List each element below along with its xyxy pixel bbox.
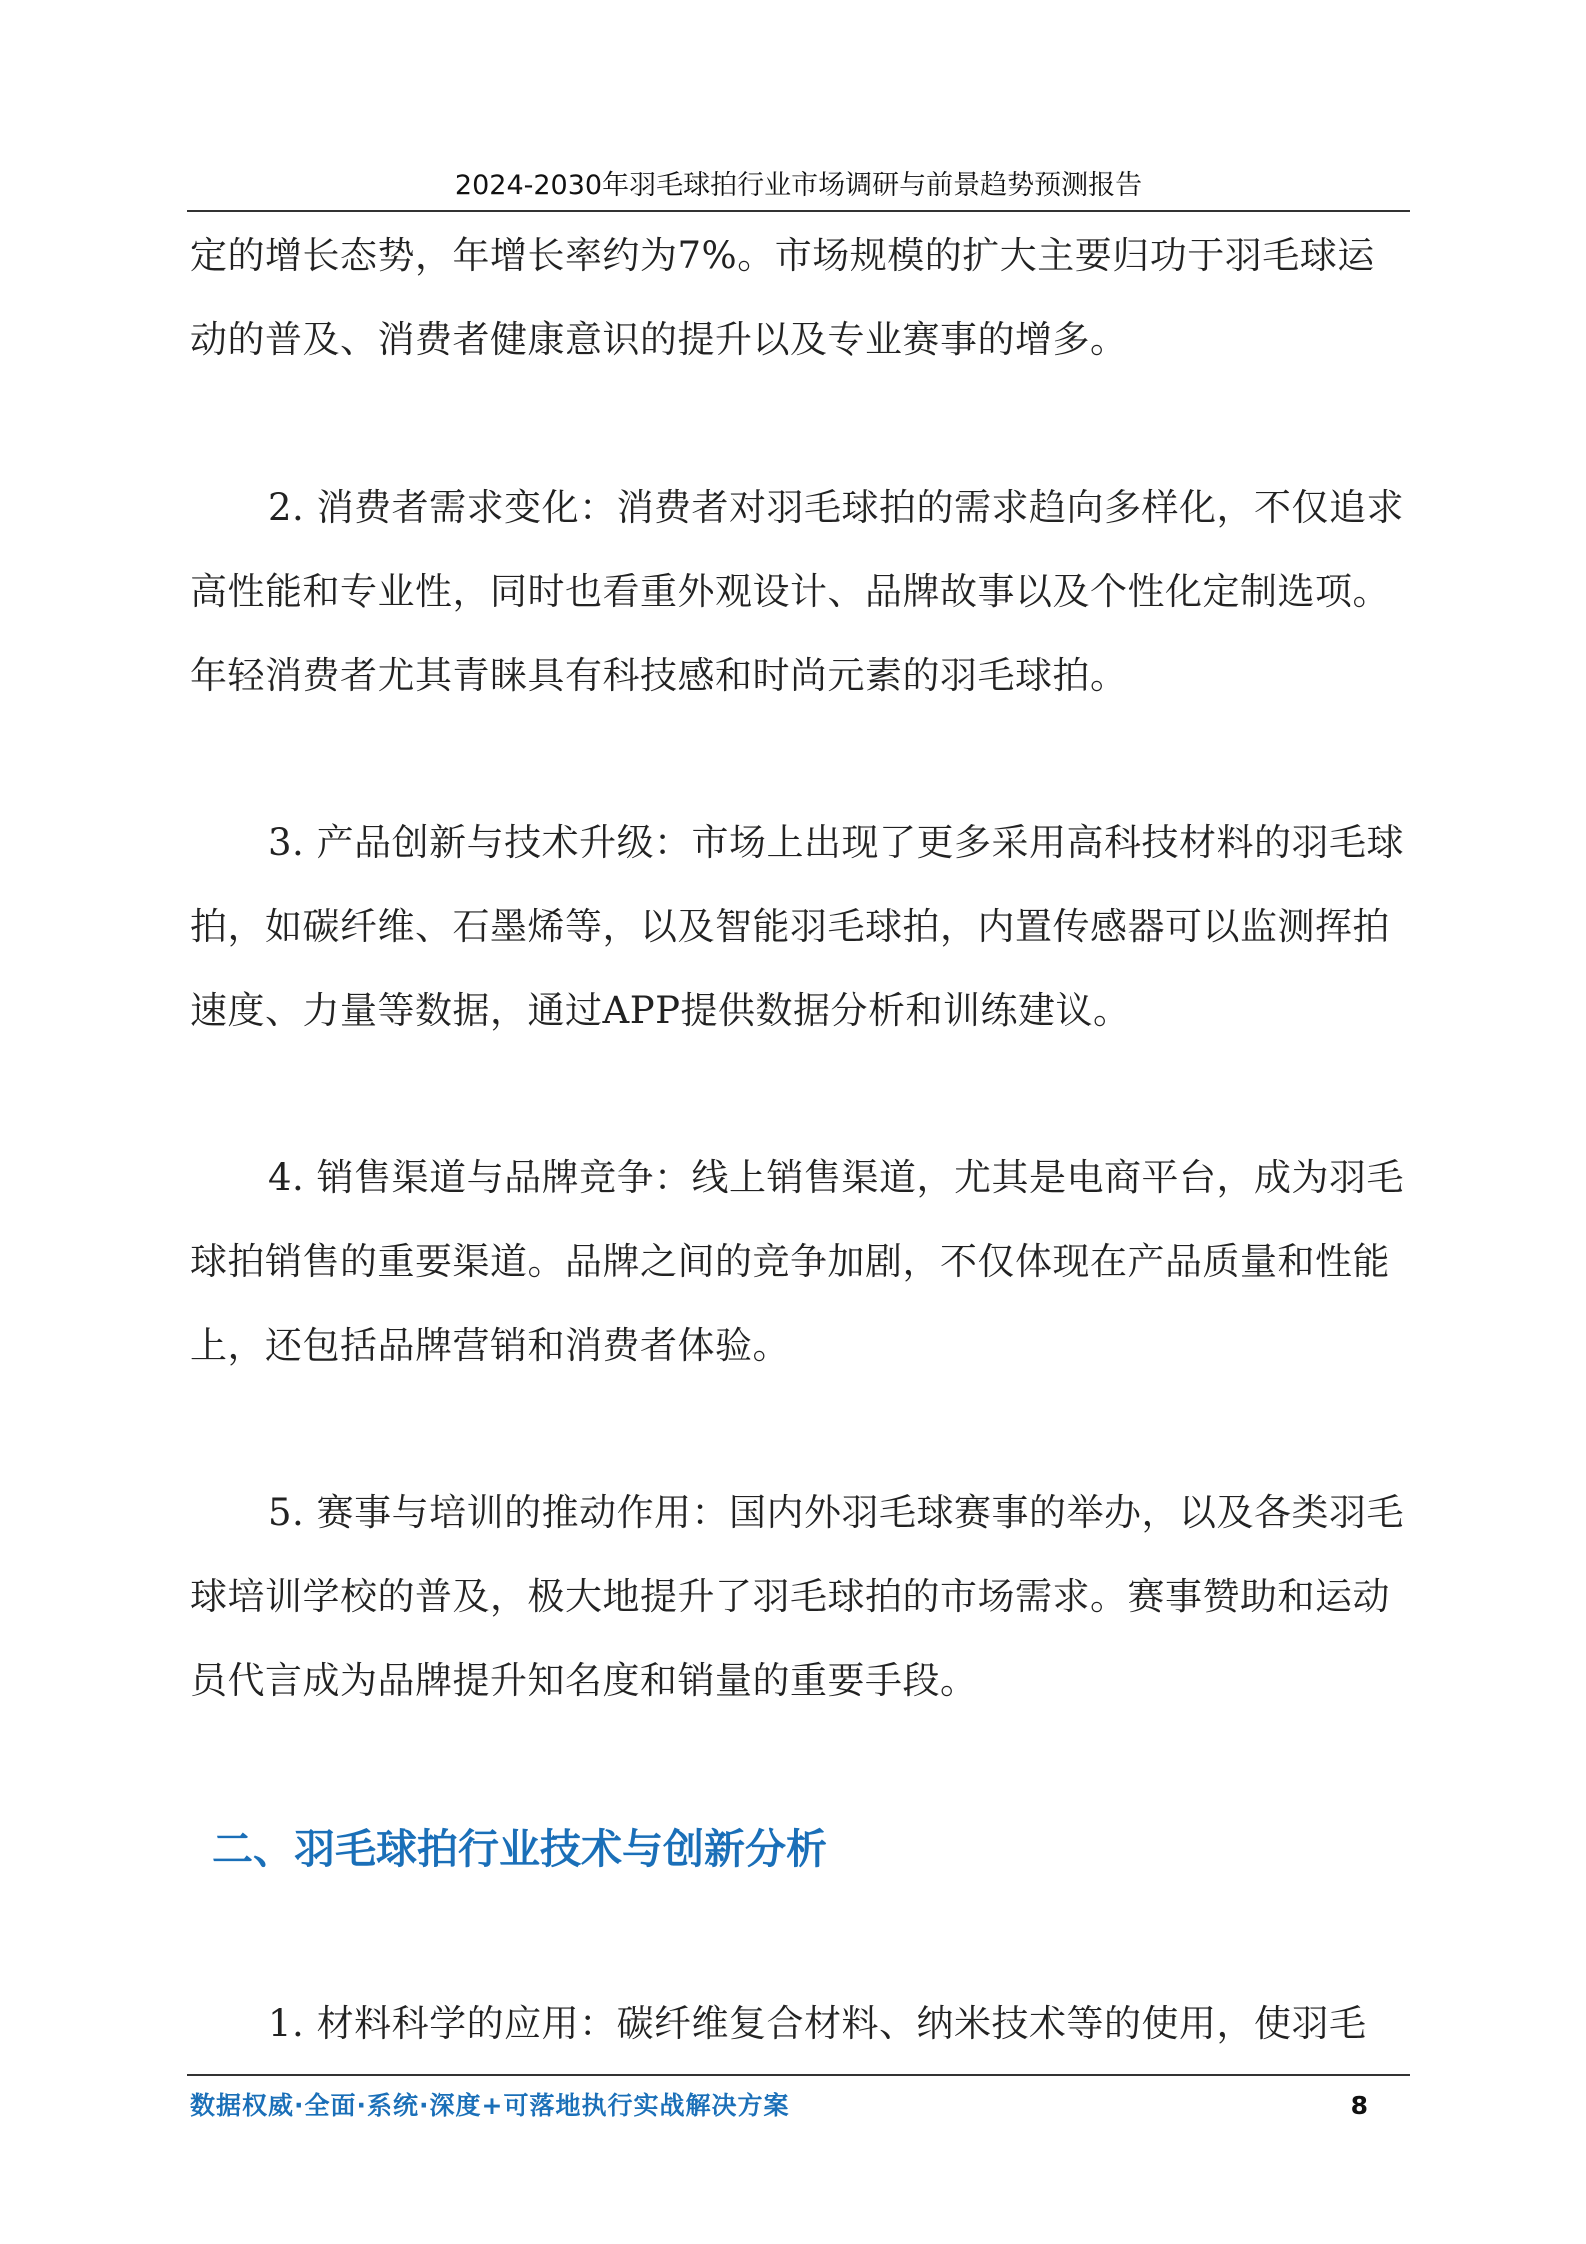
paragraph-materials-science: 1. 材料科学的应用：碳纤维复合材料、纳米技术等的使用，使羽毛 <box>268 2002 1367 2045</box>
footer-divider <box>187 2074 1410 2076</box>
footer-slogan: 数据权威·全面·系统·深度+可落地执行实战解决方案 <box>190 2091 790 2120</box>
paragraph-events-training: 5. 赛事与培训的推动作用：国内外羽毛球赛事的举办，以及各类羽毛球培训学校的普及，极大地提升了羽毛球拍的市场需求。赛事赞助和运动员代言成为品牌提升知名度和销量的重要手段。 <box>190 1491 1405 1702</box>
paragraph-market-growth-continued: 定的增长态势，年增长率约为7%。市场规模的扩大主要归功于羽毛球运动的普及、消费者健康意识的提升以及专业赛事的增多。 <box>190 234 1375 361</box>
paragraph-sales-channels: 4. 销售渠道与品牌竞争：线上销售渠道，尤其是电商平台，成为羽毛球拍销售的重要渠道。品牌之间的竞争加剧，不仅体现在产品质量和性能上，还包括品牌营销和消费者体验。 <box>190 1156 1405 1367</box>
page-number: 8 <box>1350 2091 1368 2120</box>
header-divider <box>187 210 1410 212</box>
page-header-title: 2024-2030年羽毛球拍行业市场调研与前景趋势预测报告 <box>454 170 1143 201</box>
paragraph-product-innovation: 3. 产品创新与技术升级：市场上出现了更多采用高科技材料的羽毛球拍，如碳纤维、石墨烯等，以及智能羽毛球拍，内置传感器可以监测挥拍速度、力量等数据，通过APP提供数据分析和训练建议。 <box>190 821 1405 1032</box>
paragraph-consumer-demand: 2. 消费者需求变化：消费者对羽毛球拍的需求趋向多样化，不仅追求高性能和专业性，同时也看重外观设计、品牌故事以及个性化定制选项。年轻消费者尤其青睐具有科技感和时尚元素的羽毛球拍。 <box>190 486 1405 697</box>
section-heading: 二、羽毛球拍行业技术与创新分析 <box>212 1825 827 1873</box>
